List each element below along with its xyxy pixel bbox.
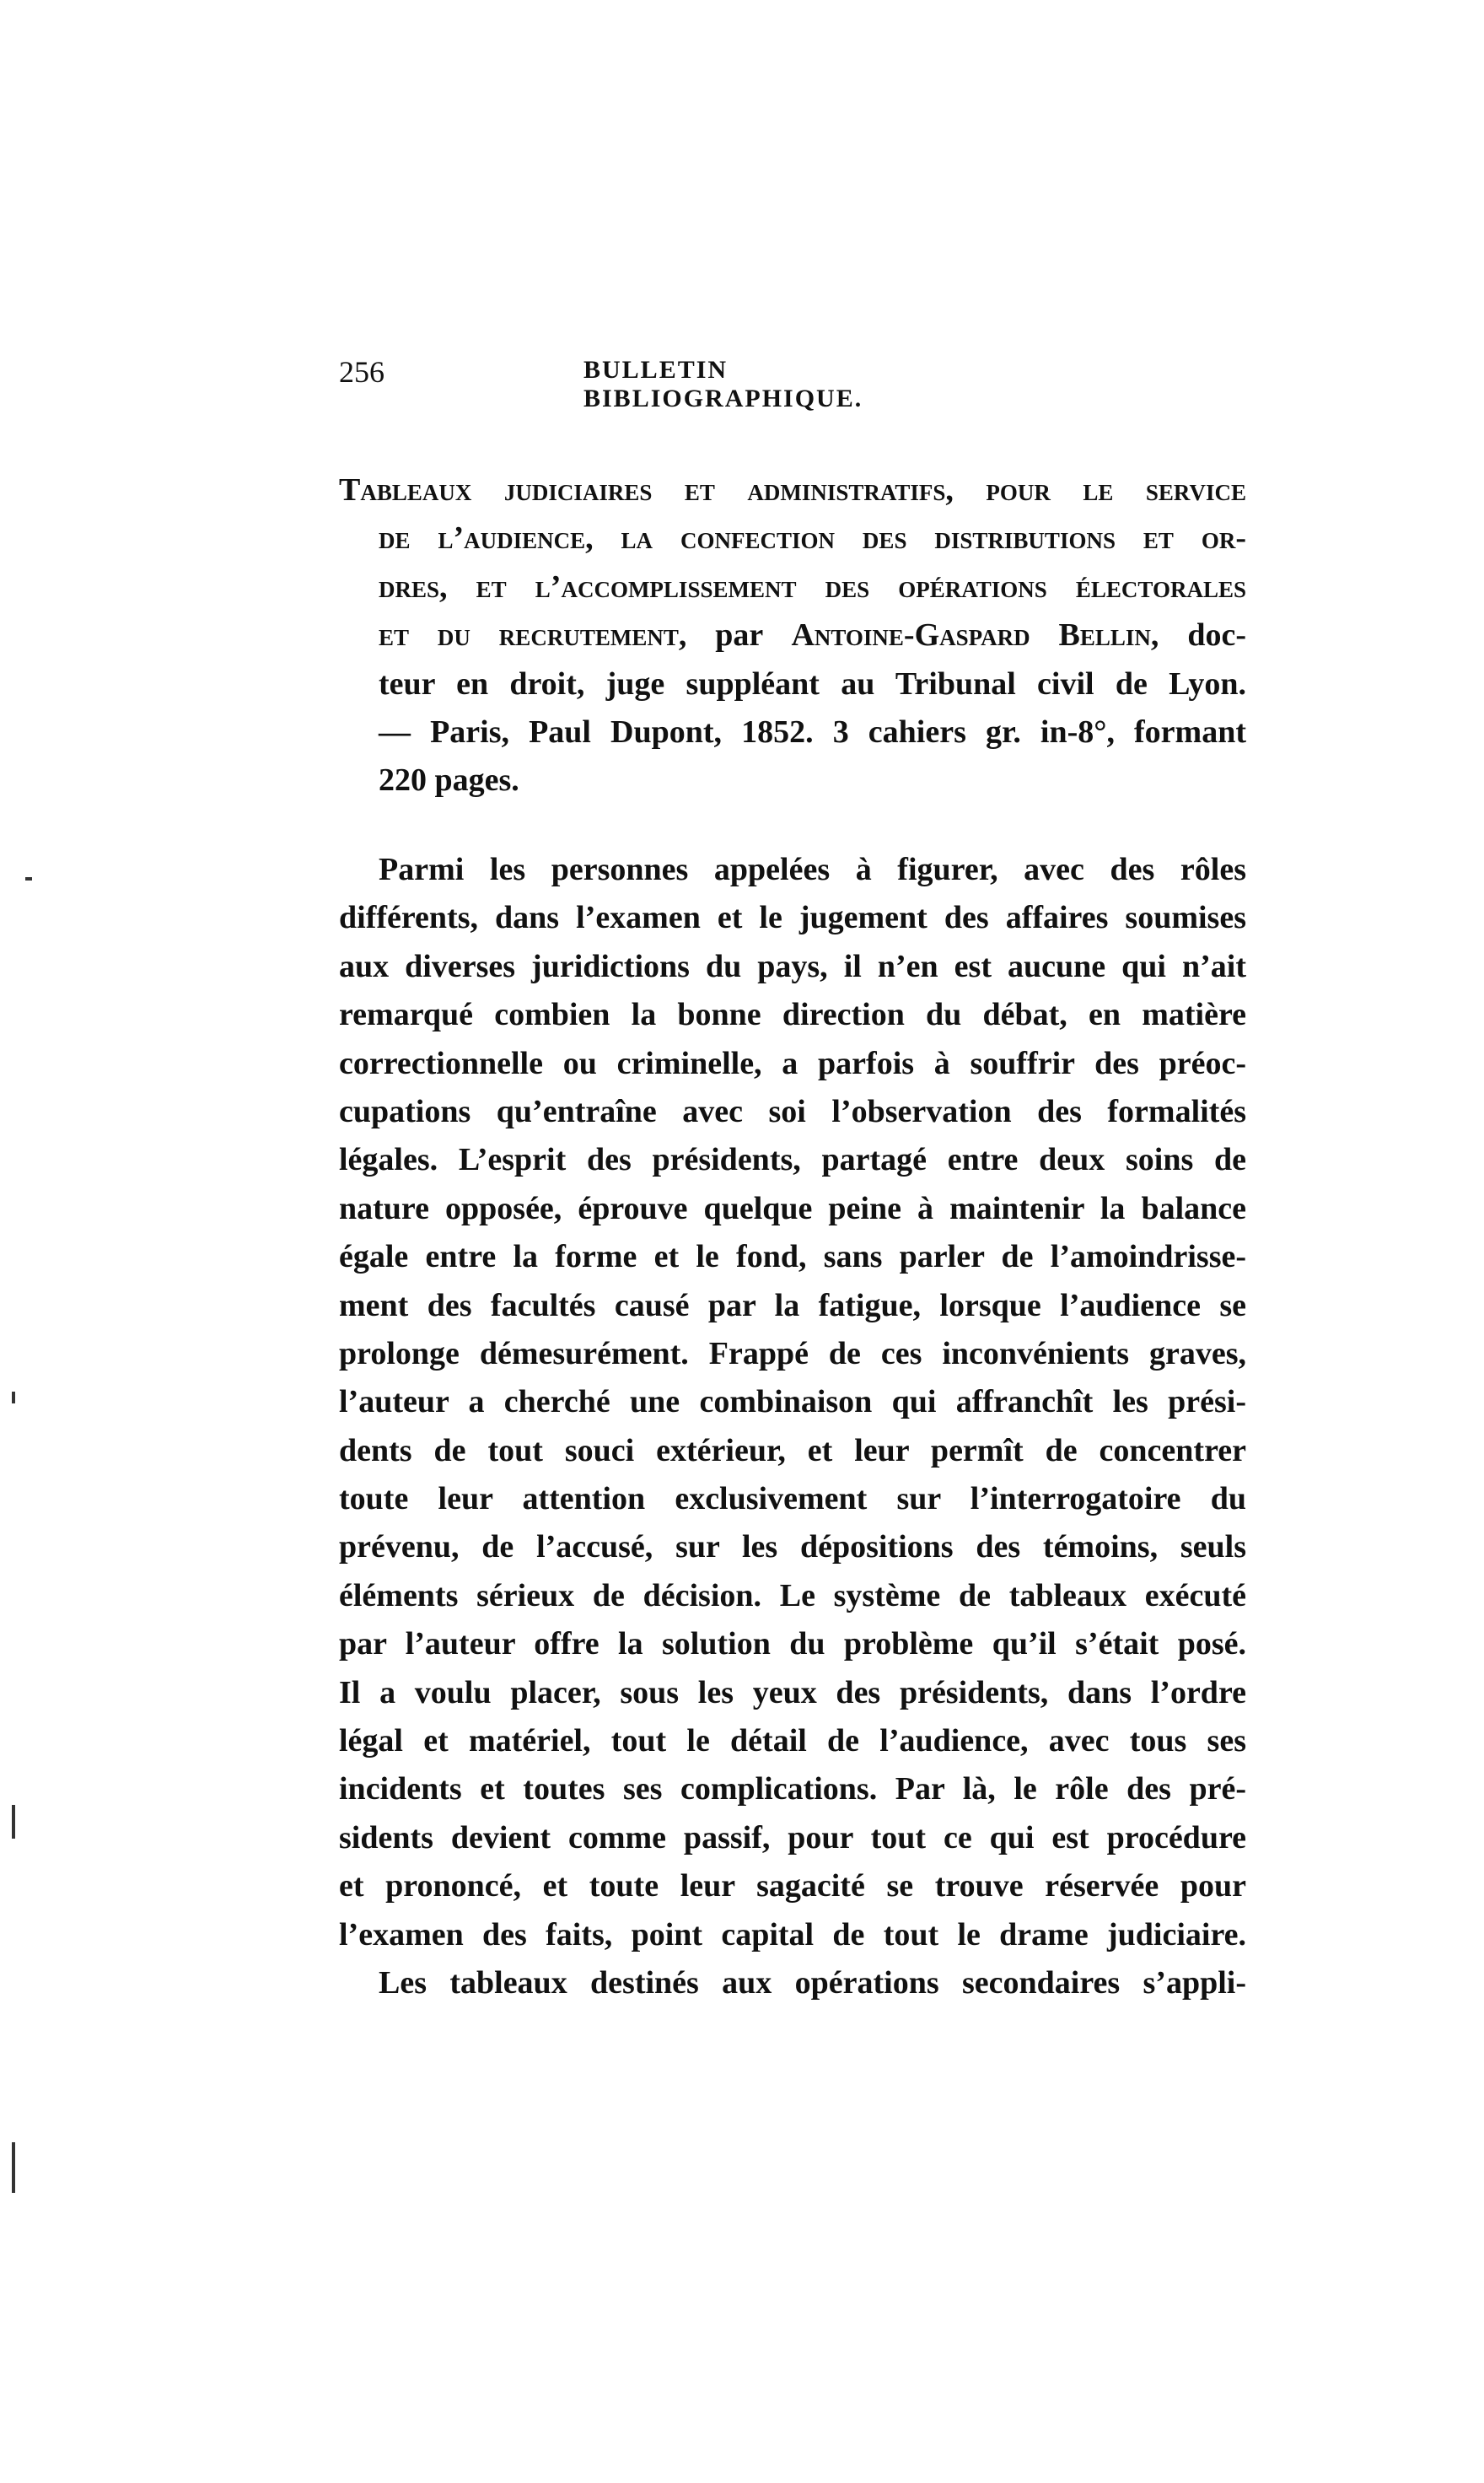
entry-text: Tableaux judiciaires et administratifs, pour le service bbox=[339, 472, 1246, 508]
entry-text: , doc- bbox=[1150, 617, 1246, 654]
scan-speck bbox=[12, 1392, 15, 1403]
entry-line bbox=[339, 660, 1246, 708]
scan-speck bbox=[12, 1805, 15, 1839]
body-line: toute leur attention exclusivement sur l’interrogatoire du bbox=[339, 1481, 1246, 1517]
body-line: l’auteur a cherché une combinaison qui affranchît les prési- bbox=[339, 1384, 1246, 1420]
review-body bbox=[339, 846, 1246, 2007]
bibliographic-entry bbox=[339, 466, 1246, 805]
entry-text: Antoine-Gaspard Bellin bbox=[791, 617, 1151, 654]
body-line: sidents devient comme passif, pour tout ce qui est procédure bbox=[339, 1819, 1246, 1856]
entry-line bbox=[339, 611, 1246, 660]
body-line: Il a voulu placer, sous les yeux des présidents, dans l’ordre bbox=[339, 1674, 1246, 1710]
body-line: Parmi les personnes appelées à figurer, avec des rôles bbox=[379, 852, 1246, 887]
body-line: aux diverses juridictions du pays, il n’en est aucune qui n’ait bbox=[339, 948, 1246, 984]
entry-text: de l’audience, la confection des distributions et or- bbox=[379, 520, 1246, 557]
body-line: légales. L’esprit des présidents, partagé entre deux soins de bbox=[339, 1142, 1246, 1178]
entry-text: et du recrutement, bbox=[379, 617, 716, 654]
entry-line bbox=[339, 708, 1246, 757]
body-line: nature opposée, éprouve quelque peine à maintenir la balance bbox=[339, 1190, 1246, 1226]
body-line: prévenu, de l’accusé, sur les dépositions des témoins, seuls bbox=[339, 1529, 1246, 1565]
page-number: 256 bbox=[339, 355, 384, 389]
body-line: ment des facultés causé par la fatigue, lorsque l’audience se bbox=[339, 1287, 1246, 1323]
entry-text: 220 pages. bbox=[379, 762, 519, 799]
body-line: correctionnelle ou criminelle, a parfois à souffrir des préoc- bbox=[339, 1045, 1246, 1081]
body-line: prolonge démesurément. Frappé de ces inconvénients graves, bbox=[339, 1335, 1246, 1371]
body-line: Les tableaux destinés aux opérations secondaires s’appli- bbox=[379, 1964, 1246, 2001]
entry-text: teur en droit, juge suppléant au Tribunal civil de Lyon. bbox=[379, 665, 1246, 702]
scan-speck bbox=[12, 2142, 15, 2193]
entry-line bbox=[339, 563, 1246, 611]
page-header bbox=[339, 354, 1014, 412]
body-line: remarqué combien la bonne direction du débat, en matière bbox=[339, 997, 1246, 1033]
running-title: BULLETIN BIBLIOGRAPHIQUE. bbox=[583, 356, 863, 412]
entry-text: dres, et l’accomplissement des opérations électorales bbox=[379, 568, 1246, 605]
body-line: égale entre la forme et le fond, sans parler de l’amoindrisse- bbox=[339, 1239, 1246, 1275]
scan-speck bbox=[25, 877, 32, 881]
body-line: l’examen des faits, point capital de tout le drame judiciaire. bbox=[339, 1916, 1246, 1952]
body-line: différents, dans l’examen et le jugement des affaires soumises bbox=[339, 900, 1246, 936]
body-line: légal et matériel, tout le détail de l’audience, avec tous ses bbox=[339, 1723, 1246, 1759]
body-line: dents de tout souci extérieur, et leur permît de concentrer bbox=[339, 1432, 1246, 1468]
entry-line bbox=[339, 514, 1246, 563]
body-line: par l’auteur offre la solution du problème qu’il s’était posé. bbox=[339, 1626, 1246, 1662]
body-line: cupations qu’entraîne avec soi l’observation des formalités bbox=[339, 1093, 1246, 1129]
body-line: incidents et toutes ses complications. Par là, le rôle des pré- bbox=[339, 1771, 1246, 1807]
body-line: et prononcé, et toute leur sagacité se trouve réservée pour bbox=[339, 1868, 1246, 1904]
entry-line bbox=[339, 757, 1246, 805]
entry-text: par bbox=[715, 617, 792, 654]
entry-line bbox=[339, 466, 1246, 514]
body-line: éléments sérieux de décision. Le système de tableaux exécuté bbox=[339, 1577, 1246, 1613]
entry-text: — Paris, Paul Dupont, 1852. 3 cahiers gr. in-8°, formant bbox=[379, 714, 1246, 750]
